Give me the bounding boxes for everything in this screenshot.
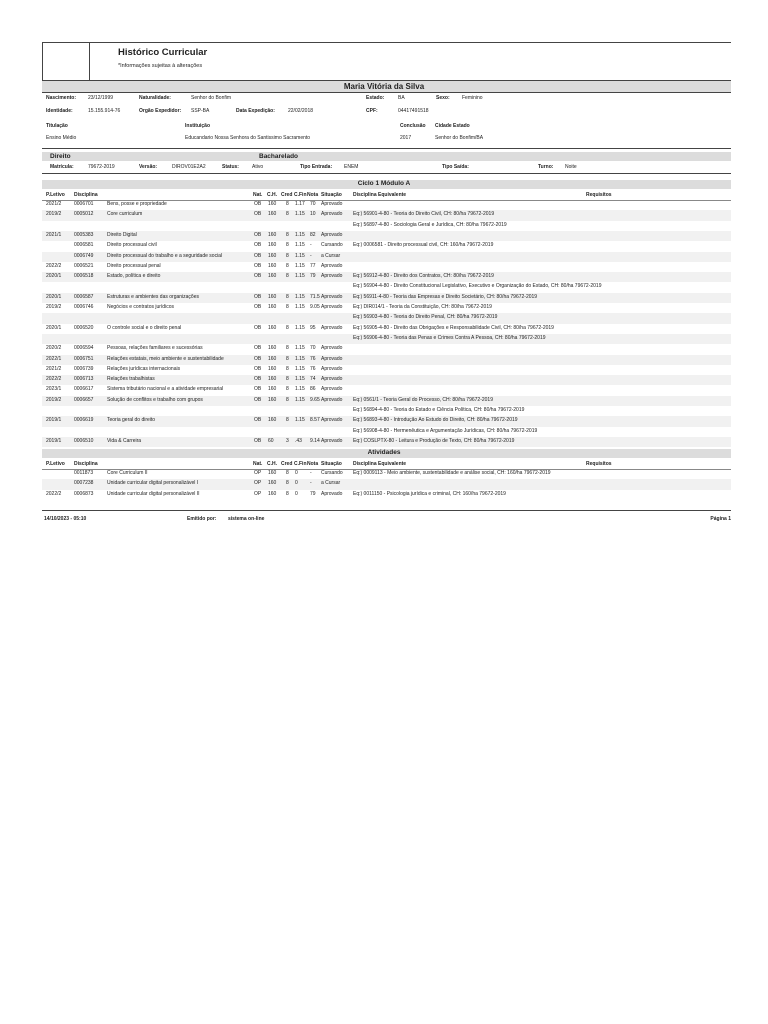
cell-periodo: 2021/2	[46, 365, 62, 372]
cell-codigo: 0005383	[74, 231, 94, 238]
label-titulacao: Titulação	[46, 123, 68, 129]
cell-carga-horaria: 60	[268, 437, 274, 444]
cell-disciplina: Estado, política e direito	[107, 273, 161, 280]
table-row	[42, 365, 731, 375]
act-header-situacao: Situação	[321, 461, 342, 467]
cell-nota: 82	[310, 231, 316, 238]
cell-creditos: 8	[286, 490, 289, 497]
cell-periodo: 2019/2	[46, 304, 62, 310]
cell-disciplina: Direito processual civil	[107, 242, 157, 249]
label-conclusao: Conclusão	[400, 123, 426, 129]
header-equivalente: Disciplina Equivalente	[353, 192, 407, 198]
table-row	[42, 272, 731, 282]
cell-creditos: 8	[286, 417, 289, 424]
cell-equivalente: Eq:) 56906-4-80 - Teoria das Penas e Crimes Contra A Pessoa, CH: 80/ha 79672-2019	[353, 334, 546, 341]
value-naturalidade: Senhor do Bonfim	[191, 95, 232, 101]
cell-situacao: Aprovado	[321, 273, 343, 280]
cell-carga-horaria: 160	[268, 252, 277, 259]
cell-equivalente: Eq:) 56903-4-80 - Teoria do Direito Penal, CH: 80/ha 79672-2019	[353, 314, 498, 321]
cell-carga-horaria: 160	[268, 231, 277, 238]
cell-equivalente: Eq:) 56911-4-80 - Teoria das Empresas e Direito Societário, CH: 80/ha 79672-2019	[353, 293, 538, 300]
cell-natureza: OB	[254, 396, 262, 403]
cell-creditos-finais: 1.15	[295, 231, 305, 238]
table-row	[42, 200, 731, 210]
cell-carga-horaria: 160	[268, 417, 277, 424]
cell-equivalente: Eq:) 56894-4-80 - Teoria do Estado e Ciência Política, CH: 80/ha 79672-2019	[353, 407, 525, 413]
cell-nota: 9.05	[310, 304, 320, 310]
value-orgao: SSP-BA	[191, 108, 210, 114]
cell-carga-horaria: 160	[268, 376, 277, 383]
cell-equivalente: Eq:) 56897-4-80 - Sociologia Geral e Jurídica, CH: 80/ha 79672-2019	[353, 221, 507, 228]
cell-situacao: Aprovado	[321, 262, 343, 269]
cell-disciplina: O controle social e o direito penal	[107, 324, 182, 331]
cell-nota: 8.57	[310, 417, 320, 424]
cell-situacao: Aprovado	[321, 355, 343, 362]
value-titulacao: Ensino Médio	[46, 135, 77, 141]
page-subtitle: *Informações sujeitas à alterações	[118, 63, 203, 69]
act-header-nota: Nota	[307, 461, 319, 467]
cell-natureza: OB	[254, 345, 262, 352]
cell-carga-horaria: 160	[268, 386, 277, 393]
header-ch: C.H.	[267, 192, 277, 198]
cell-creditos-finais: .43	[295, 437, 302, 444]
cell-creditos-finais: 0	[295, 490, 298, 497]
table-row	[42, 427, 731, 437]
table-row	[42, 262, 731, 272]
cell-disciplina: Unidade curricular digital personalizável II	[107, 490, 200, 497]
table-row	[42, 344, 731, 354]
cell-creditos: 8	[286, 470, 289, 476]
page-title: Histórico Curricular	[118, 47, 208, 58]
cell-creditos-finais: 1.15	[295, 324, 305, 331]
cell-codigo: 0006594	[74, 345, 94, 352]
cell-nota: 10	[310, 211, 316, 218]
cell-creditos-finais: 1.15	[295, 242, 305, 249]
cell-periodo: 2019/2	[46, 211, 62, 218]
table-row	[42, 293, 731, 303]
table-row	[42, 479, 731, 489]
cell-creditos-finais: 1.15	[295, 293, 305, 300]
cell-situacao: Aprovado	[321, 386, 343, 393]
label-cidade-estado: Cidade Estado	[435, 123, 470, 129]
cell-creditos: 8	[286, 376, 289, 383]
cell-natureza: OB	[254, 437, 262, 444]
value-data-expedicao: 22/02/2018	[288, 108, 314, 114]
cell-codigo: 0006619	[74, 417, 94, 424]
table-row	[42, 241, 731, 251]
cell-equivalente: Eq:) DIR014/1 - Teoria da Constituição, CH: 80/ha 79672-2019	[353, 304, 492, 310]
cell-creditos: 8	[286, 252, 289, 259]
cell-codigo: 0006713	[74, 376, 94, 383]
label-orgao: Orgão Expedidor:	[139, 108, 182, 114]
cell-periodo: 2022/2	[46, 376, 62, 383]
cell-disciplina: Relações trabalhistas	[107, 376, 155, 383]
cell-creditos-finais: 1.17	[295, 201, 305, 207]
header-requisitos: Requisitos	[586, 192, 612, 198]
cell-periodo: 2020/2	[46, 345, 62, 352]
cell-nota: 95	[310, 324, 316, 331]
label-data-expedicao: Data Expedição:	[236, 108, 275, 114]
cell-carga-horaria: 160	[268, 470, 277, 476]
cell-situacao: Aprovado	[321, 437, 343, 444]
value-instituicao: Educandario Nossa Senhora do Santissimo Sacramento	[185, 135, 311, 141]
cell-nota: 70	[310, 201, 316, 207]
cell-nota: -	[310, 242, 312, 249]
table-row	[42, 210, 731, 220]
act-header-cfin: C.Fin	[294, 461, 307, 467]
cell-equivalente: Eq:) 56893-4-80 - Introdução Ao Estudo do Direito, CH: 80/ha 79672-2019	[353, 417, 518, 424]
cell-disciplina: Pessoas, relações familiares e sucessórias	[107, 345, 203, 352]
cell-codigo: 0006617	[74, 386, 94, 393]
cell-creditos: 8	[286, 386, 289, 393]
table-row	[42, 334, 731, 344]
cell-periodo: 2022/2	[46, 490, 62, 497]
header-cfin: C.Fin	[294, 192, 307, 198]
table-row	[42, 406, 731, 416]
table-row	[42, 416, 731, 426]
cell-codigo: 0006581	[74, 242, 94, 249]
cell-carga-horaria: 160	[268, 262, 277, 269]
cell-situacao: Cursando	[321, 470, 343, 476]
table-row	[42, 490, 731, 500]
cell-carga-horaria: 160	[268, 345, 277, 352]
cell-creditos: 8	[286, 365, 289, 372]
cell-natureza: OB	[254, 417, 262, 424]
cell-carga-horaria: 160	[268, 480, 277, 487]
cell-creditos-finais: 1.15	[295, 211, 305, 218]
cell-carga-horaria: 160	[268, 211, 277, 218]
cell-creditos-finais: 1.15	[295, 345, 305, 352]
table-row	[42, 375, 731, 385]
value-cidade-estado: Senhor do Bonfim/BA	[435, 135, 484, 141]
cell-periodo: 2020/1	[46, 273, 62, 280]
cell-equivalente: Eq:) 0561/1 - Teoria Geral do Processo, CH: 80/ha 79672-2019	[353, 396, 493, 403]
cell-disciplina: Core curriculum	[107, 211, 143, 218]
cell-creditos-finais: 1.15	[295, 376, 305, 383]
label-versao: Versão:	[139, 164, 158, 170]
cell-disciplina: Relações estatais, meio ambiente e sustentabilidade	[107, 355, 224, 362]
table-row	[42, 355, 731, 365]
header-situacao: Situação	[321, 192, 342, 198]
cell-creditos-finais: 0	[295, 470, 298, 476]
cell-codigo: 0006873	[74, 490, 94, 497]
value-estado: BA	[398, 95, 405, 101]
cell-creditos: 8	[286, 273, 289, 280]
cell-periodo: 2019/1	[46, 437, 62, 444]
cell-codigo: 0006739	[74, 365, 94, 372]
cell-disciplina: Direito processual do trabalho e a seguridade social	[107, 252, 223, 259]
label-turno: Turno:	[538, 164, 554, 170]
cell-nota: 86	[310, 386, 316, 393]
cell-nota: 9.14	[310, 437, 320, 444]
cell-creditos-finais: 0	[295, 480, 298, 487]
cell-carga-horaria: 160	[268, 242, 277, 249]
header-periodo: P.Letivo	[46, 192, 65, 198]
value-conclusao: 2017	[400, 135, 412, 141]
cell-equivalente: Eq:) 0009113 - Meio ambiente, sustentabilidade e análise social, CH: 160/ha 79672-2019	[353, 470, 551, 476]
course-name: Direito	[50, 153, 71, 160]
act-header-cred: Cred	[281, 461, 293, 467]
cell-creditos: 8	[286, 293, 289, 300]
cell-situacao: Aprovado	[321, 345, 343, 352]
value-turno: Noite	[565, 164, 577, 170]
cell-codigo: 0006518	[74, 273, 94, 280]
cell-nota: 76	[310, 355, 316, 362]
cell-nota: 71.5	[310, 293, 320, 300]
cell-nota: -	[310, 252, 312, 259]
cell-situacao: Aprovado	[321, 324, 343, 331]
cell-carga-horaria: 160	[268, 365, 277, 372]
cell-creditos: 8	[286, 324, 289, 331]
cell-disciplina: Solução de conflitos e trabalho com grupos	[107, 396, 203, 403]
cell-disciplina: Negócios e contratos jurídicos	[107, 304, 174, 310]
cell-equivalente: Eq:) 0011150 - Psicologia jurídica e criminal, CH: 160/ha 79672-2019	[353, 490, 506, 497]
label-cpf: CPF:	[366, 108, 378, 114]
cell-equivalente: Eq:) 56908-4-80 - Hermenêutica e Argumentação Jurídicas, CH: 80/ha 79672-2019	[353, 427, 538, 434]
cell-periodo: 2021/2	[46, 201, 62, 207]
cell-natureza: OB	[254, 386, 262, 393]
label-estado: Estado:	[366, 95, 385, 101]
cell-carga-horaria: 160	[268, 201, 277, 207]
cell-nota: 77	[310, 262, 316, 269]
cell-creditos-finais: 1.15	[295, 386, 305, 393]
header-nota: Nota	[307, 192, 319, 198]
cell-natureza: OB	[254, 242, 262, 249]
cell-natureza: OB	[254, 365, 262, 372]
cell-creditos: 8	[286, 211, 289, 218]
header-nat: Nat.	[253, 192, 263, 198]
cell-creditos: 8	[286, 242, 289, 249]
cell-disciplina: Unidade curricular digital personalizável I	[107, 480, 199, 487]
cell-equivalente: Eq:) 56912-4-80 - Direito dos Contratos, CH: 80/ha 79672-2019	[353, 273, 494, 280]
cell-natureza: OB	[254, 273, 262, 280]
cell-nota: 79	[310, 490, 316, 497]
cell-creditos-finais: 1.15	[295, 252, 305, 259]
value-matricula: 79672-2019	[88, 164, 115, 170]
cell-natureza: OB	[254, 324, 262, 331]
cell-codigo: 0006521	[74, 262, 94, 269]
value-status: Ativo	[252, 164, 264, 170]
label-tipo-entrada: Tipo Entrada:	[300, 164, 333, 170]
label-instituicao: Instituição	[185, 123, 211, 129]
course-degree: Bacharelado	[259, 153, 299, 160]
cell-situacao: Aprovado	[321, 211, 343, 218]
cell-creditos: 8	[286, 480, 289, 487]
cell-nota: -	[310, 470, 312, 476]
cell-carga-horaria: 160	[268, 355, 277, 362]
cell-codigo: 0006510	[74, 437, 94, 444]
cell-situacao: Aprovado	[321, 231, 343, 238]
cell-creditos: 8	[286, 304, 289, 310]
cell-disciplina: Relações jurídicas internacionais	[107, 365, 181, 372]
cell-creditos: 8	[286, 345, 289, 352]
footer-emitido-value: sistema on-line	[228, 516, 265, 522]
cell-natureza: OB	[254, 231, 262, 238]
cell-disciplina: Direito processual penal	[107, 262, 161, 269]
table-row	[42, 231, 731, 241]
cell-nota: 76	[310, 365, 316, 372]
cell-situacao: Aprovado	[321, 293, 343, 300]
act-header-requisitos: Requisitos	[586, 461, 612, 467]
cell-periodo: 2023/1	[46, 386, 62, 393]
cell-nota: 70	[310, 345, 316, 352]
cell-creditos: 8	[286, 355, 289, 362]
cell-situacao: Aprovado	[321, 304, 343, 310]
cell-equivalente: Eq:) 0006581 - Direito processual civil, CH: 160/ha 79672-2019	[353, 242, 494, 249]
value-tipo-entrada: ENEM	[344, 164, 359, 170]
cell-situacao: Cursando	[321, 242, 343, 249]
cell-nota: 79	[310, 273, 316, 280]
cell-periodo: 2020/1	[46, 324, 62, 331]
act-header-equivalente: Disciplina Equivalente	[353, 461, 407, 467]
cell-codigo: 0007238	[74, 480, 94, 487]
header-cred: Cred	[281, 192, 293, 198]
label-naturalidade: Naturalidade:	[139, 95, 171, 101]
cell-periodo: 2021/1	[46, 231, 62, 238]
table-row	[42, 282, 731, 292]
cell-periodo: 2022/2	[46, 262, 62, 269]
label-status: Status:	[222, 164, 239, 170]
value-versao: DIROV01E2A2	[172, 164, 206, 170]
cell-creditos: 8	[286, 396, 289, 403]
footer-datetime: 14/10/2023 - 05:10	[44, 516, 87, 522]
activities-title: Atividades	[367, 449, 401, 456]
student-name: Maria Vitória da Silva	[343, 82, 425, 91]
cell-natureza: OB	[254, 304, 262, 310]
cell-disciplina: Bens, posse e propriedade	[107, 201, 167, 207]
cell-natureza: OB	[254, 201, 262, 207]
cell-disciplina: Vida & Carreira	[107, 437, 142, 444]
cell-periodo: 2019/2	[46, 396, 62, 403]
label-tipo-saida: Tipo Saída:	[442, 164, 469, 170]
cell-codigo: 0006701	[74, 201, 94, 207]
table-row	[42, 221, 731, 231]
cell-codigo: 0006587	[74, 293, 94, 300]
label-identidade: Identidade:	[46, 108, 73, 114]
footer-emitido-label: Emitido por:	[187, 516, 217, 522]
cell-codigo: 0006749	[74, 252, 94, 259]
cell-natureza: OB	[254, 211, 262, 218]
label-nascimento: Nascimento:	[46, 95, 77, 101]
cell-situacao: Aprovado	[321, 490, 343, 497]
footer-page: Página 1	[710, 516, 731, 522]
cell-creditos: 3	[286, 437, 289, 444]
cell-situacao: a Cursar	[321, 252, 341, 259]
cell-disciplina: Teoria geral do direito	[107, 417, 156, 424]
cell-natureza: OP	[254, 480, 262, 487]
cell-disciplina: Estruturas e ambientes das organizações	[107, 293, 199, 300]
cell-situacao: Aprovado	[321, 376, 343, 383]
cell-creditos-finais: 1.15	[295, 365, 305, 372]
cell-codigo: 0011873	[74, 470, 94, 476]
table-row	[42, 437, 731, 447]
cell-carga-horaria: 160	[268, 490, 277, 497]
cell-creditos-finais: 1.15	[295, 273, 305, 280]
header-disciplina: Disciplina	[74, 192, 98, 198]
value-identidade: 15.155.914-76	[88, 108, 121, 114]
cell-natureza: OP	[254, 470, 262, 476]
cell-natureza: OB	[254, 376, 262, 383]
cell-creditos-finais: 1.15	[295, 262, 305, 269]
cell-codigo: 0006520	[74, 324, 94, 331]
cell-creditos-finais: 1.15	[295, 396, 305, 403]
cell-creditos: 8	[286, 262, 289, 269]
cell-carga-horaria: 160	[268, 273, 277, 280]
act-header-ch: C.H.	[267, 461, 277, 467]
label-sexo: Sexo:	[436, 95, 450, 101]
cycle-title: Ciclo 1 Módulo A	[357, 180, 411, 187]
cell-creditos-finais: 1.15	[295, 355, 305, 362]
table-row	[42, 313, 731, 323]
value-cpf: 04417491518	[398, 108, 429, 114]
cell-nota: 74	[310, 376, 316, 383]
cell-codigo: 0006657	[74, 396, 94, 403]
cell-codigo: 0006751	[74, 355, 94, 362]
cell-nota: 9.65	[310, 396, 320, 403]
cell-periodo: 2019/1	[46, 417, 62, 424]
cell-disciplina: Direito Digital	[107, 231, 137, 238]
cell-natureza: OB	[254, 293, 262, 300]
cell-creditos-finais: 1.15	[295, 304, 305, 310]
table-row	[42, 396, 731, 406]
table-row	[42, 252, 731, 262]
cell-carga-horaria: 160	[268, 396, 277, 403]
cell-situacao: Aprovado	[321, 396, 343, 403]
cell-equivalente: Eq:) COSLPTX-80 - Leitura e Produção de Texto, CH: 80/ha 79672-2019	[353, 437, 515, 444]
cell-natureza: OB	[254, 252, 262, 259]
cell-natureza: OB	[254, 355, 262, 362]
cell-carga-horaria: 160	[268, 324, 277, 331]
cell-carga-horaria: 160	[268, 293, 277, 300]
cell-disciplina: Core Curriculum II	[107, 470, 148, 476]
cell-periodo: 2020/1	[46, 293, 62, 300]
act-header-nat: Nat.	[253, 461, 263, 467]
cell-creditos: 8	[286, 231, 289, 238]
cell-disciplina: Sistema tributário nacional e a atividade empresarial	[107, 386, 224, 393]
label-matricula: Matrícula:	[50, 164, 74, 170]
value-nascimento: 23/12/1999	[88, 95, 114, 101]
cell-equivalente: Eq:) 56904-4-80 - Direito Constitucional Legislativo, Executivo e Organização do Estado, CH: 80/ha 79672-2019	[353, 283, 602, 290]
act-header-disciplina: Disciplina	[74, 461, 98, 467]
cell-creditos-finais: 1.15	[295, 417, 305, 424]
course-band	[42, 152, 731, 161]
cell-codigo: 0006746	[74, 304, 94, 310]
table-row	[42, 303, 731, 313]
cell-equivalente: Eq:) 56901-4-80 - Teoria do Direito Civil, CH: 80/ha 79672-2019	[353, 211, 495, 218]
cell-nota: -	[310, 480, 312, 487]
cell-situacao: Aprovado	[321, 201, 343, 207]
cell-natureza: OB	[254, 262, 262, 269]
cell-situacao: Aprovado	[321, 417, 343, 424]
cell-codigo: 0005012	[74, 211, 94, 218]
table-row	[42, 324, 731, 334]
table-row	[42, 469, 731, 479]
table-row	[42, 385, 731, 395]
cell-situacao: a Cursar	[321, 480, 341, 487]
cell-situacao: Aprovado	[321, 365, 343, 372]
cell-creditos: 8	[286, 201, 289, 207]
cell-carga-horaria: 160	[268, 304, 277, 310]
act-header-periodo: P.Letivo	[46, 461, 65, 467]
cell-equivalente: Eq:) 56905-4-80 - Direito das Obrigações e Responsabilidade Civil, CH: 80/ha 79672-2019	[353, 324, 554, 331]
cell-natureza: OP	[254, 490, 262, 497]
cell-periodo: 2022/1	[46, 355, 62, 362]
value-sexo: Feminino	[462, 95, 483, 101]
